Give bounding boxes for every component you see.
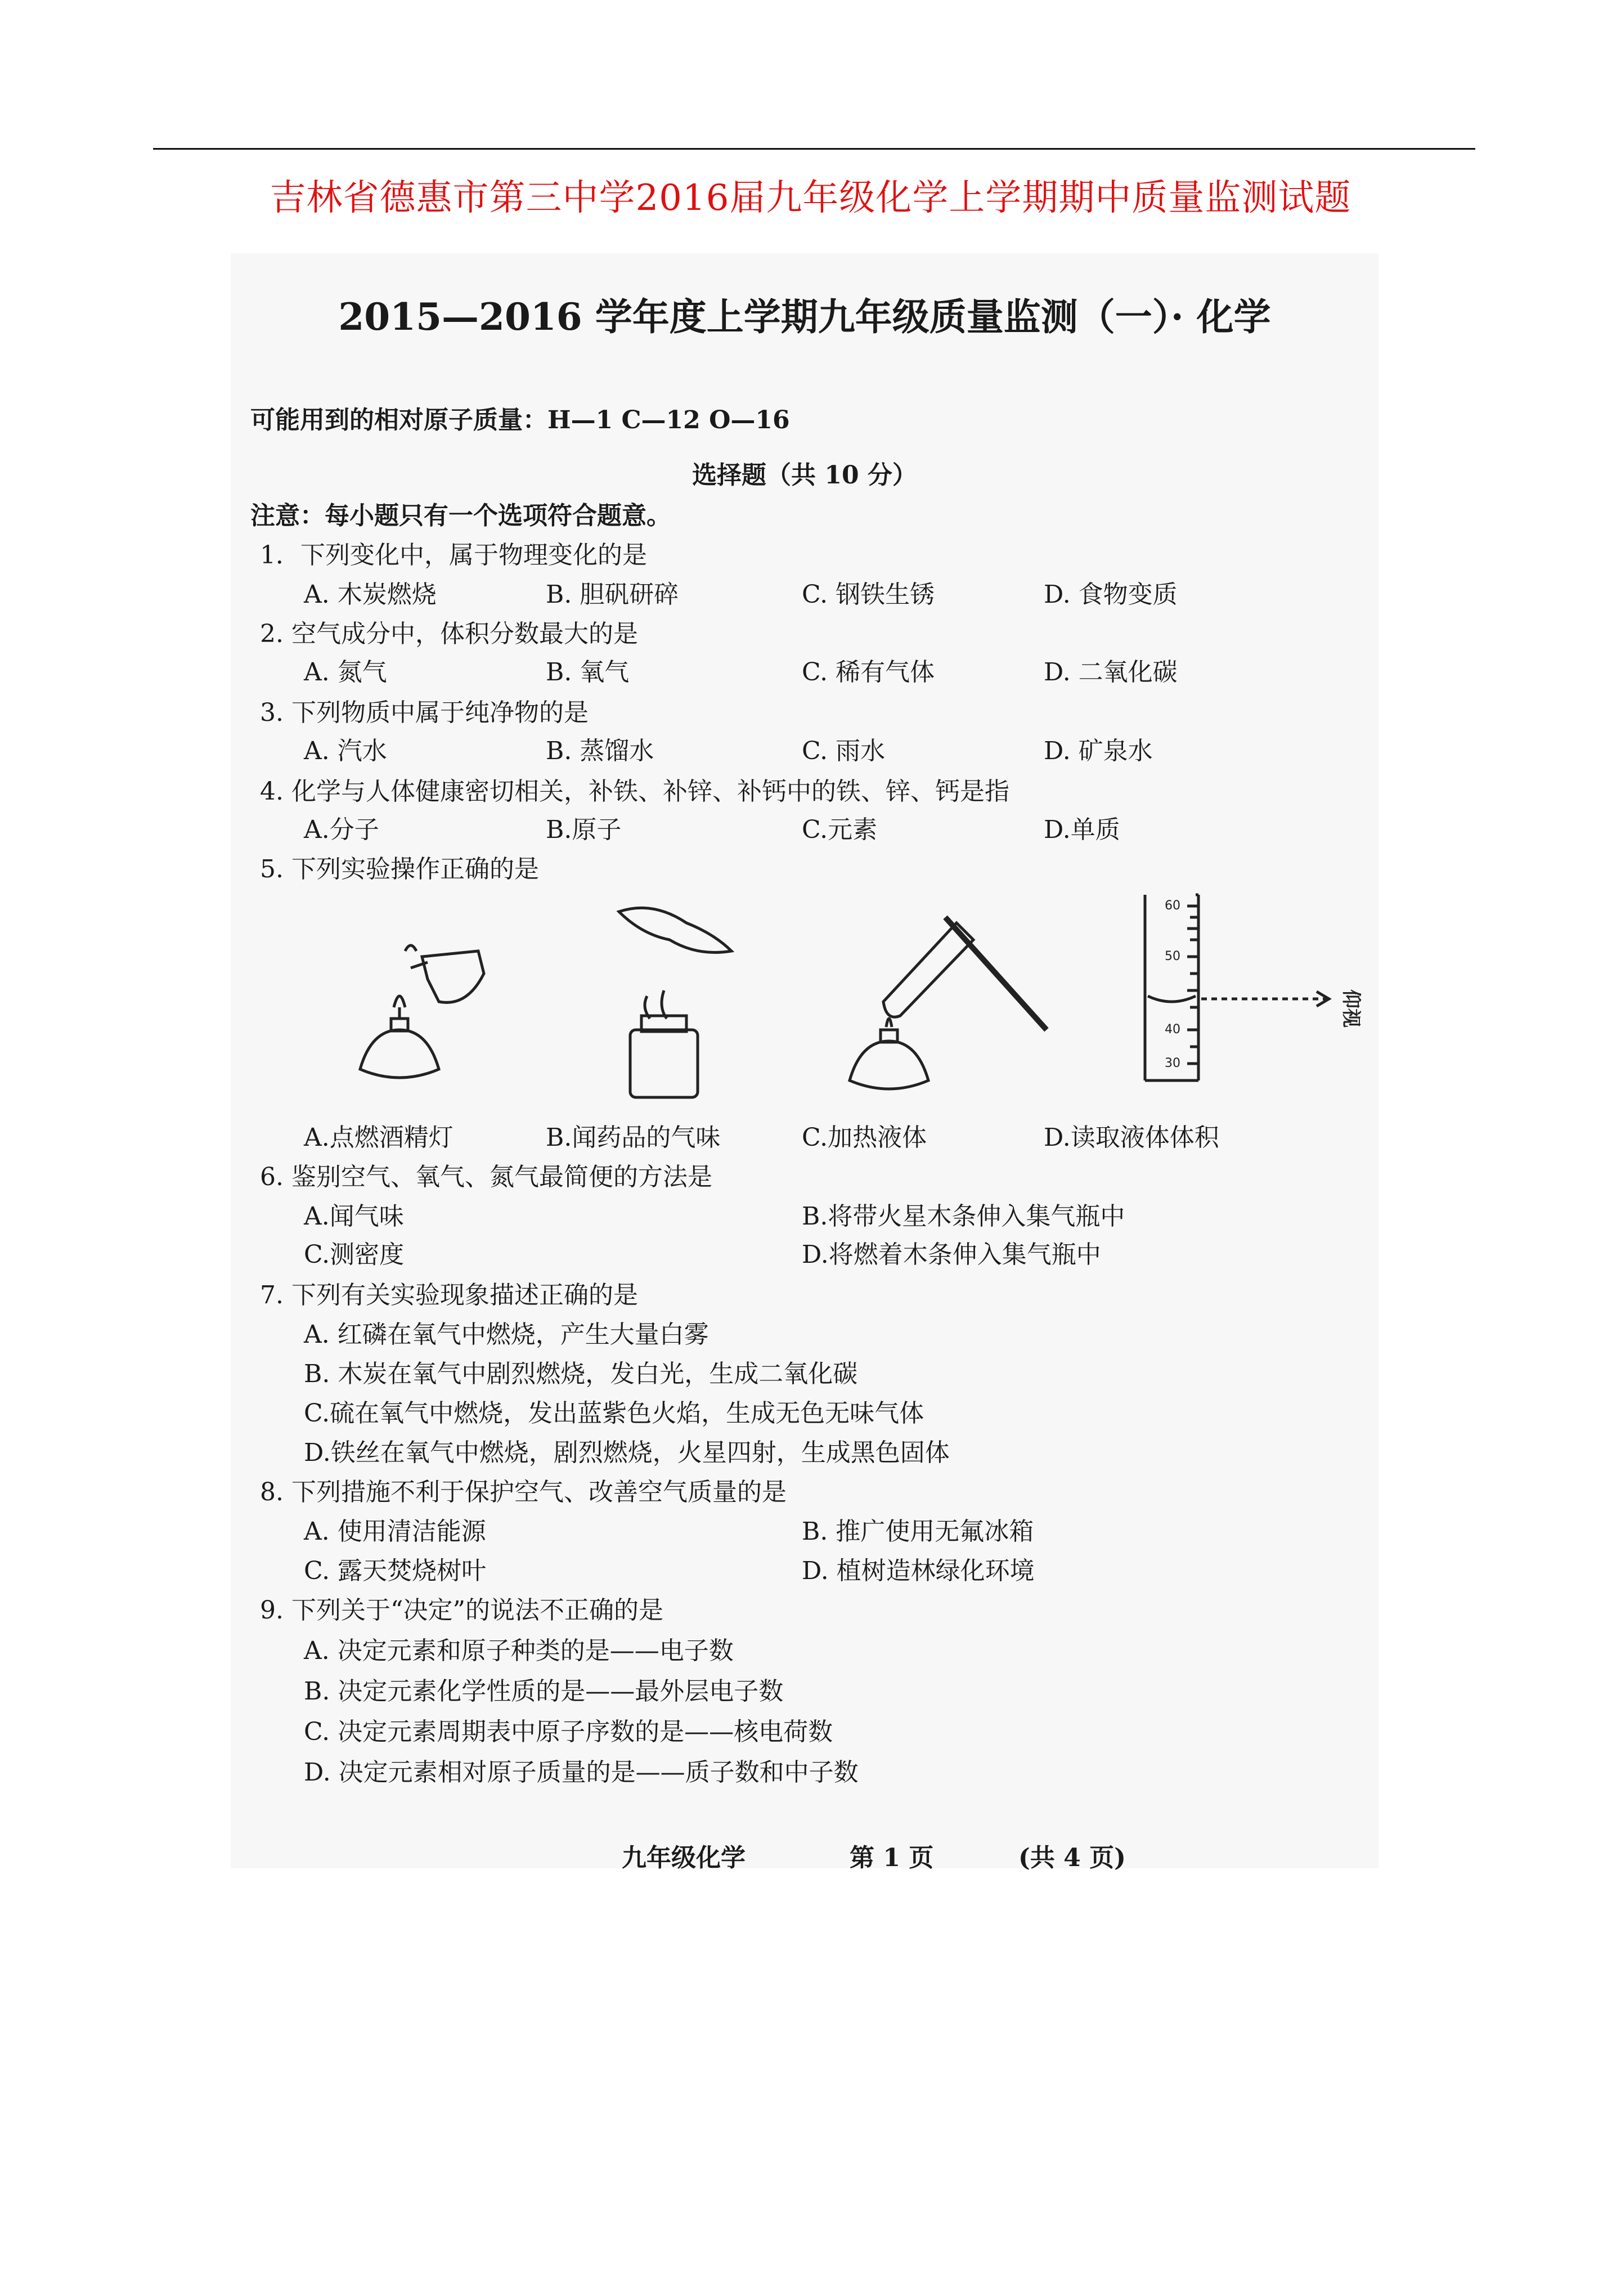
q1-option-d: D. 食物变质 [1044, 580, 1178, 609]
question-8: 8. 下列措施不利于保护空气、改善空气质量的是 [260, 1478, 787, 1506]
q8-option-b: B. 推广使用无氟冰箱 [802, 1517, 1034, 1546]
q3-option-d: D. 矿泉水 [1044, 737, 1153, 765]
tick-30: 30 [1165, 1056, 1180, 1070]
q8-option-a: A. 使用清洁能源 [304, 1517, 486, 1546]
q4-option-c: C.元素 [802, 815, 878, 844]
tick-50: 50 [1165, 949, 1180, 963]
q7-option-b: B. 木炭在氧气中剧烈燃烧，发白光，生成二氧化碳 [304, 1360, 858, 1388]
q6-option-b: B.将带火星木条伸入集气瓶中 [802, 1202, 1125, 1231]
q9-option-c: C. 决定元素周期表中原子序数的是——核电荷数 [304, 1717, 833, 1746]
question-3: 3. 下列物质中属于纯净物的是 [260, 698, 589, 727]
q1-option-b: B. 胆矾研碎 [546, 580, 679, 609]
question-1: 1．下列变化中，属于物理变化的是 [260, 541, 647, 569]
q2-option-c: C. 稀有气体 [802, 658, 935, 687]
q7-option-d: D.铁丝在氧气中燃烧，剧烈燃烧，火星四射，生成黑色固体 [304, 1438, 950, 1467]
q7-option-c: C.硫在氧气中燃烧，发出蓝紫色火焰，生成无色无味气体 [304, 1399, 924, 1428]
footer-subject: 九年级化学 [622, 1844, 746, 1872]
question-2: 2. 空气成分中，体积分数最大的是 [260, 620, 638, 648]
q4-option-b: B.原子 [546, 815, 622, 844]
q6-option-d: D.将燃着木条伸入集气瓶中 [802, 1240, 1101, 1269]
figure-lighting-lamp [338, 917, 518, 1103]
q6-option-c: C.测密度 [304, 1240, 405, 1269]
atomic-masses: 可能用到的相对原子质量：H—1 C—12 O—16 [250, 406, 790, 434]
q1-option-a: A. 木炭燃烧 [304, 580, 437, 609]
exam-title: 2015—2016 学年度上学期九年级质量监测（一）· 化学 [338, 295, 1271, 339]
figure-reading-cylinder [1131, 895, 1367, 1086]
q4-option-a: A.分子 [304, 815, 379, 844]
q5-option-b: B.闻药品的气味 [546, 1123, 721, 1152]
q7-option-a: A. 红磷在氧气中燃烧，产生大量白雾 [304, 1320, 709, 1349]
question-4: 4. 化学与人体健康密切相关，补铁、补锌、补钙中的铁、锌、钙是指 [260, 777, 1009, 806]
header-rule [153, 148, 1475, 150]
document-title: 吉林省德惠市第三中学2016届九年级化学上学期期中质量监测试题 [270, 177, 1351, 219]
q5-option-c: C.加热液体 [802, 1123, 927, 1152]
q8-option-d: D. 植树造林绿化环境 [802, 1557, 1035, 1585]
q3-option-a: A. 汽水 [304, 737, 387, 765]
note: 注意：每小题只有一个选项符合题意。 [250, 501, 671, 530]
footer-total: (共 4 页) [1018, 1844, 1126, 1872]
tick-60: 60 [1165, 899, 1180, 913]
eye-position-label: 仰视 [1340, 989, 1362, 1028]
section-title: 选择题（共 10 分） [692, 461, 917, 490]
q9-option-a: A. 决定元素和原子种类的是——电子数 [304, 1636, 734, 1665]
q5-option-a: A.点燃酒精灯 [304, 1123, 453, 1152]
footer-page: 第 1 页 [850, 1844, 934, 1872]
question-5: 5. 下列实验操作正确的是 [260, 855, 539, 884]
q3-option-c: C. 雨水 [802, 737, 886, 765]
q3-option-b: B. 蒸馏水 [546, 737, 654, 765]
figure-heating-liquid [833, 900, 1069, 1109]
question-9: 9. 下列关于“决定”的说法不正确的是 [260, 1596, 663, 1625]
q2-option-d: D. 二氧化碳 [1044, 658, 1178, 687]
tick-40: 40 [1165, 1023, 1180, 1037]
question-6: 6. 鉴别空气、氧气、氮气最简便的方法是 [260, 1163, 712, 1191]
q4-option-d: D.单质 [1044, 815, 1120, 844]
q2-option-a: A. 氮气 [304, 658, 387, 687]
q8-option-c: C. 露天焚烧树叶 [304, 1557, 487, 1585]
q6-option-a: A.闻气味 [304, 1202, 404, 1231]
question-7: 7. 下列有关实验现象描述正确的是 [260, 1281, 638, 1310]
q2-option-b: B. 氧气 [546, 658, 630, 687]
figure-smelling-reagent [585, 900, 754, 1109]
q9-option-d: D. 决定元素相对原子质量的是——质子数和中子数 [304, 1758, 859, 1787]
q9-option-b: B. 决定元素化学性质的是——最外层电子数 [304, 1677, 784, 1706]
q1-option-c: C. 钢铁生锈 [802, 580, 935, 609]
q5-option-d: D.读取液体体积 [1044, 1123, 1219, 1152]
